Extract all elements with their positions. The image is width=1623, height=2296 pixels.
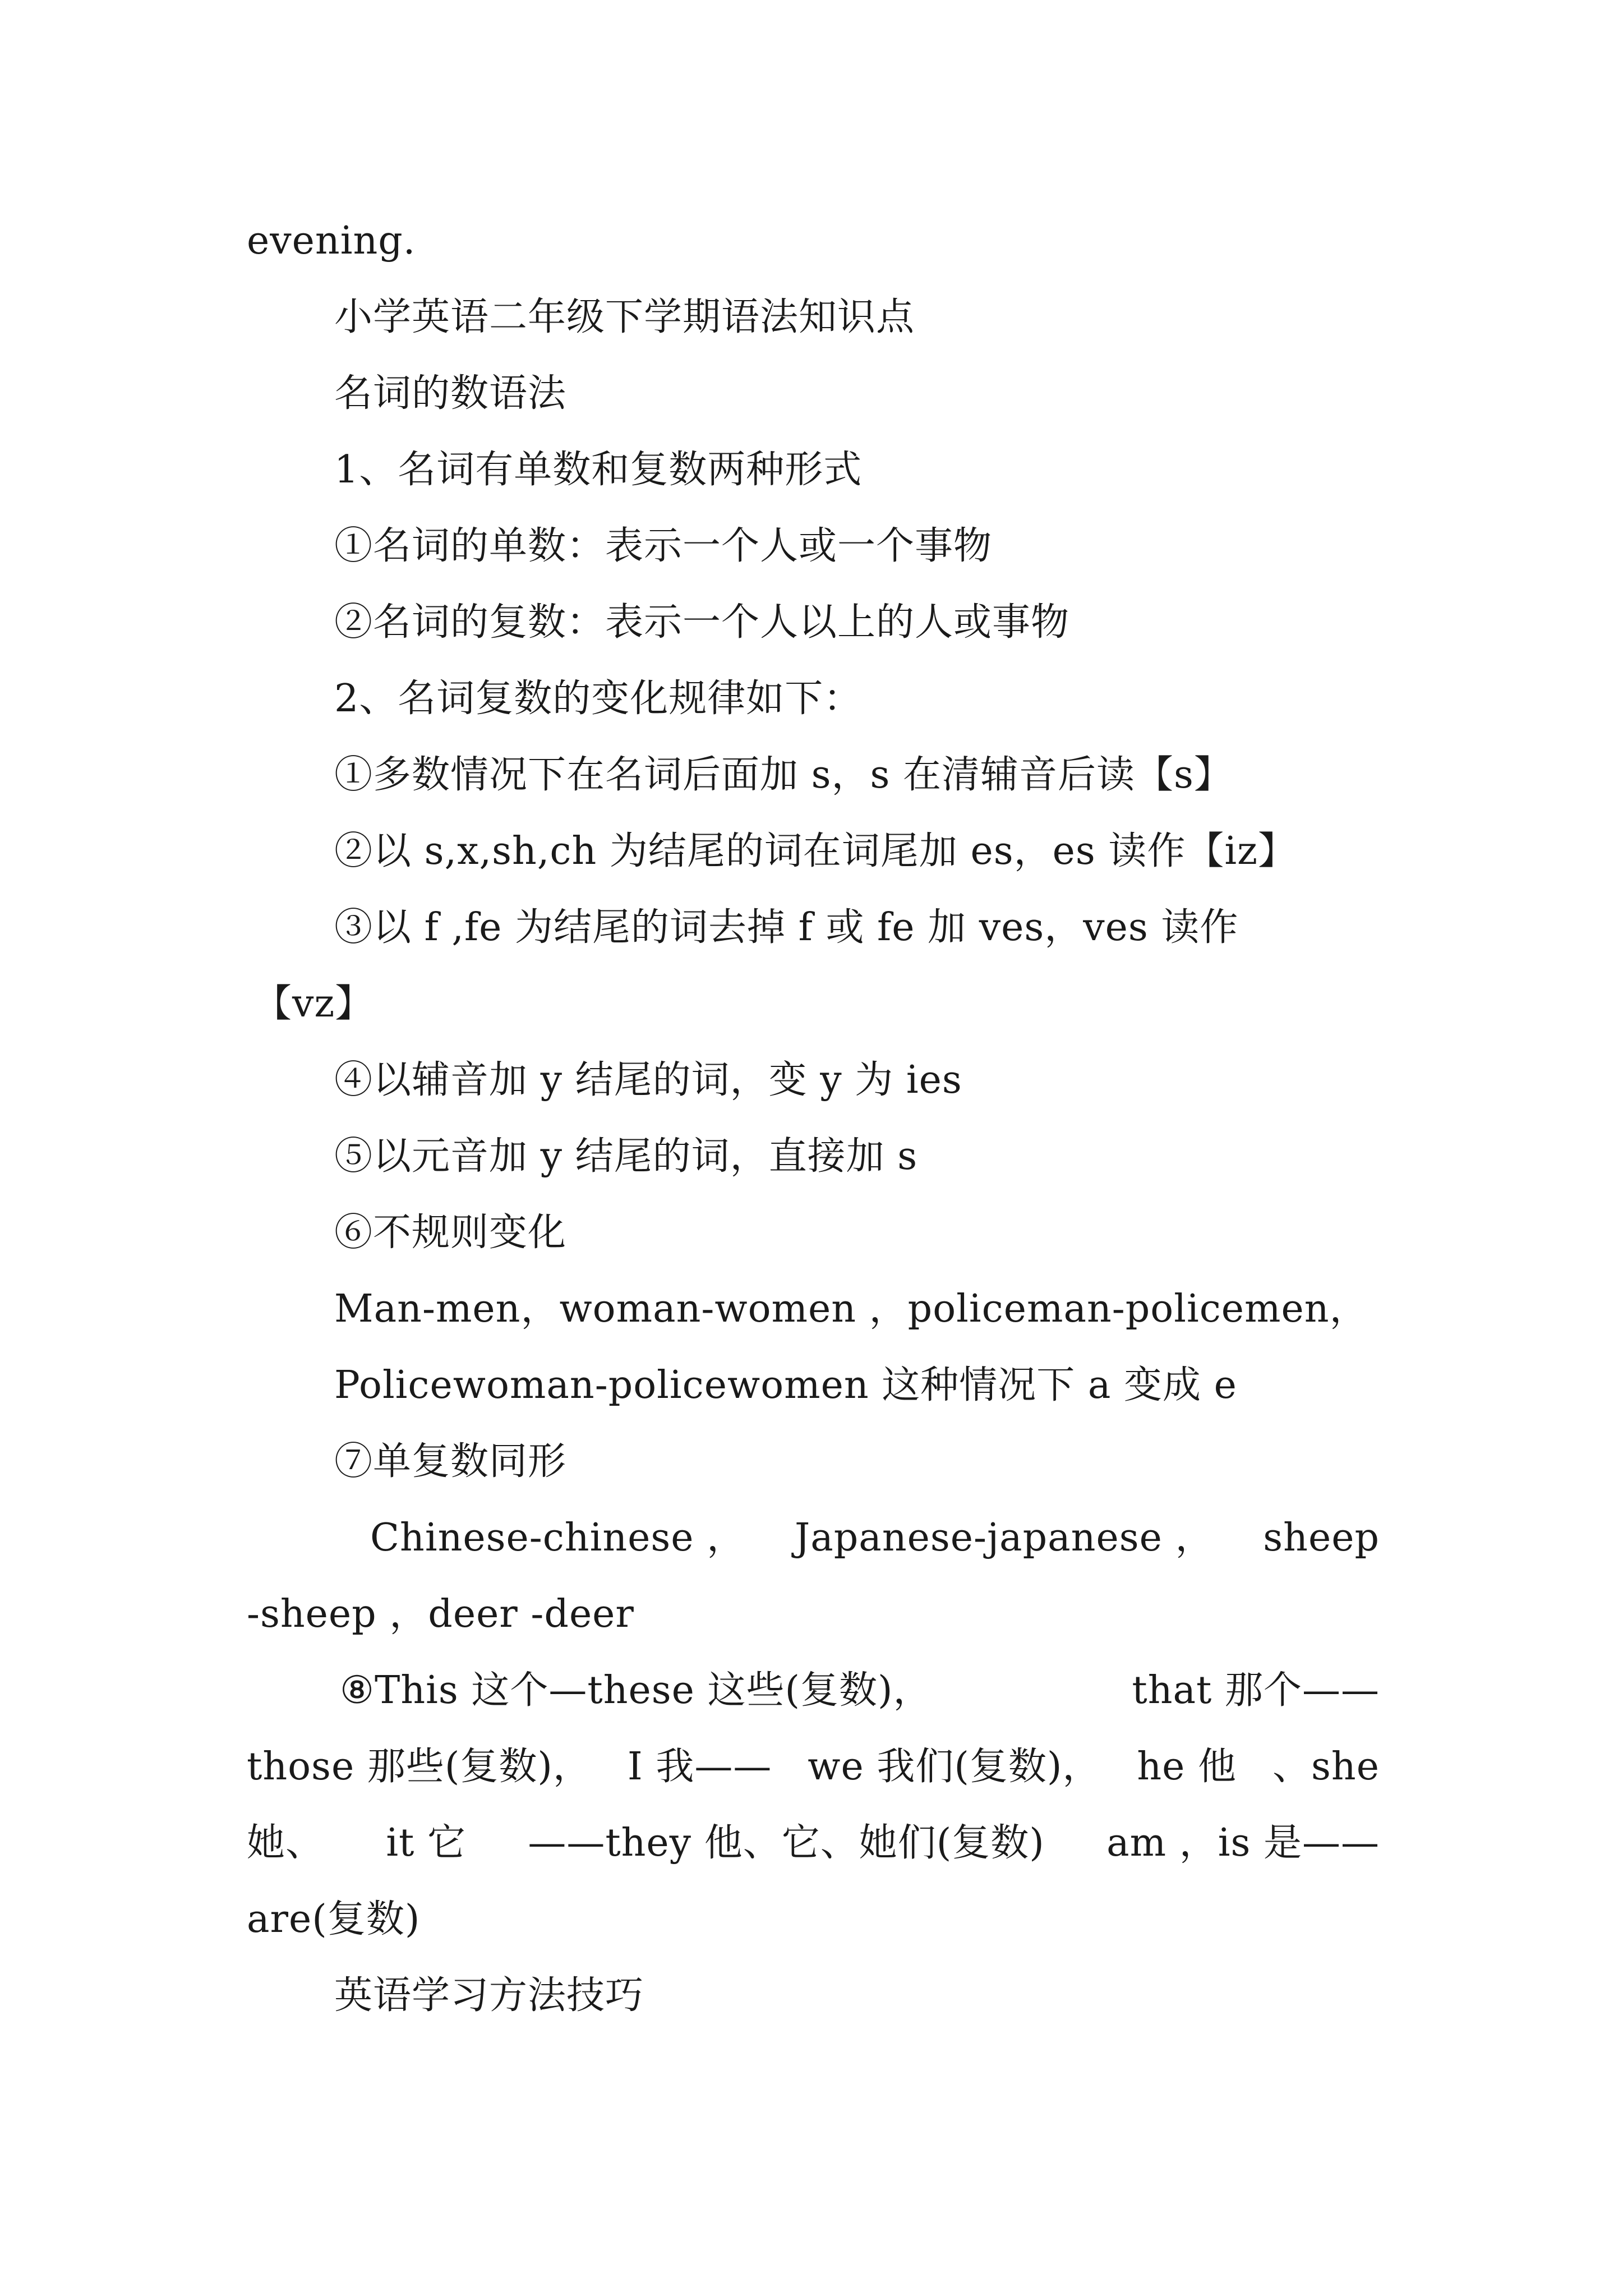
text-line-are: are(复数) [247, 1897, 421, 1941]
text-line-vz: 【vz】 [253, 982, 374, 1026]
text-line-singular: ①名词的单数：表示一个人或一个事物 [334, 524, 993, 568]
text-that: that 那个—— [1132, 1668, 1380, 1713]
text-he: he 他 [1137, 1745, 1237, 1789]
text-line-evening: evening. [247, 219, 416, 263]
text-sheep: sheep [1263, 1516, 1380, 1560]
text-am-is: am ，is 是—— [1106, 1821, 1380, 1865]
text-line-plural: ②名词的复数：表示一个人以上的人或事物 [334, 600, 1070, 645]
text-line-sheep-deer: -sheep ，deer -deer [247, 1592, 634, 1636]
heading-study-tips: 英语学习方法技巧 [334, 1973, 644, 2018]
text-line-this-these [340, 1663, 1380, 1719]
text-line-irregular: ⑥不规则变化 [334, 1211, 567, 1255]
text-those: those 那些(复数)， [247, 1745, 592, 1789]
text-line-rule-1: 1、名词有单数和复数两种形式 [334, 448, 863, 492]
text-line-plural-s: ①多数情况下在名词后面加 s，s 在清辅音后读【s】 [334, 753, 1233, 797]
text-line-same-form: ⑦单复数同形 [334, 1439, 567, 1484]
text-she: 、she [1272, 1745, 1380, 1789]
text-i: I 我—— [627, 1745, 772, 1789]
text-we: we 我们(复数)， [808, 1745, 1101, 1789]
text-line-plural-es: ②以 s,x,sh,ch 为结尾的词在词尾加 es，es 读作【iz】 [334, 829, 1297, 873]
text-chinese: Chinese-chinese ， [370, 1516, 746, 1560]
text-line-plural-ies: ④以辅音加 y 结尾的词，变 y 为 ies [334, 1058, 962, 1102]
text-this: ⑧This 这个—these 这些(复数)， [340, 1668, 932, 1713]
text-line-rule-2: 2、名词复数的变化规律如下： [334, 677, 863, 721]
text-line-vowel-y: ⑤以元音加 y 结尾的词，直接加 s [334, 1134, 918, 1179]
text-japanese: Japanese-japanese ， [794, 1516, 1214, 1560]
text-it: it 它 [386, 1821, 467, 1865]
heading-noun-number: 名词的数语法 [334, 371, 567, 416]
text-line-examples [370, 1510, 1380, 1566]
text-line-those [247, 1739, 1380, 1795]
heading-grammar-points: 小学英语二年级下学期语法知识点 [334, 295, 915, 339]
text-line-policewoman: Policewoman-policewomen 这种情况下 a 变成 e [334, 1363, 1237, 1407]
text-line-they [247, 1815, 1380, 1871]
text-her: 她、 [247, 1821, 325, 1865]
text-line-plural-ves: ③以 f ,fe 为结尾的词去掉 f 或 fe 加 ves，ves 读作 [334, 905, 1239, 950]
text-line-man-men: Man-men，woman-women ，policeman-policemen， [334, 1287, 1368, 1331]
text-they: ——they 他、它、她们(复数) [528, 1821, 1045, 1865]
